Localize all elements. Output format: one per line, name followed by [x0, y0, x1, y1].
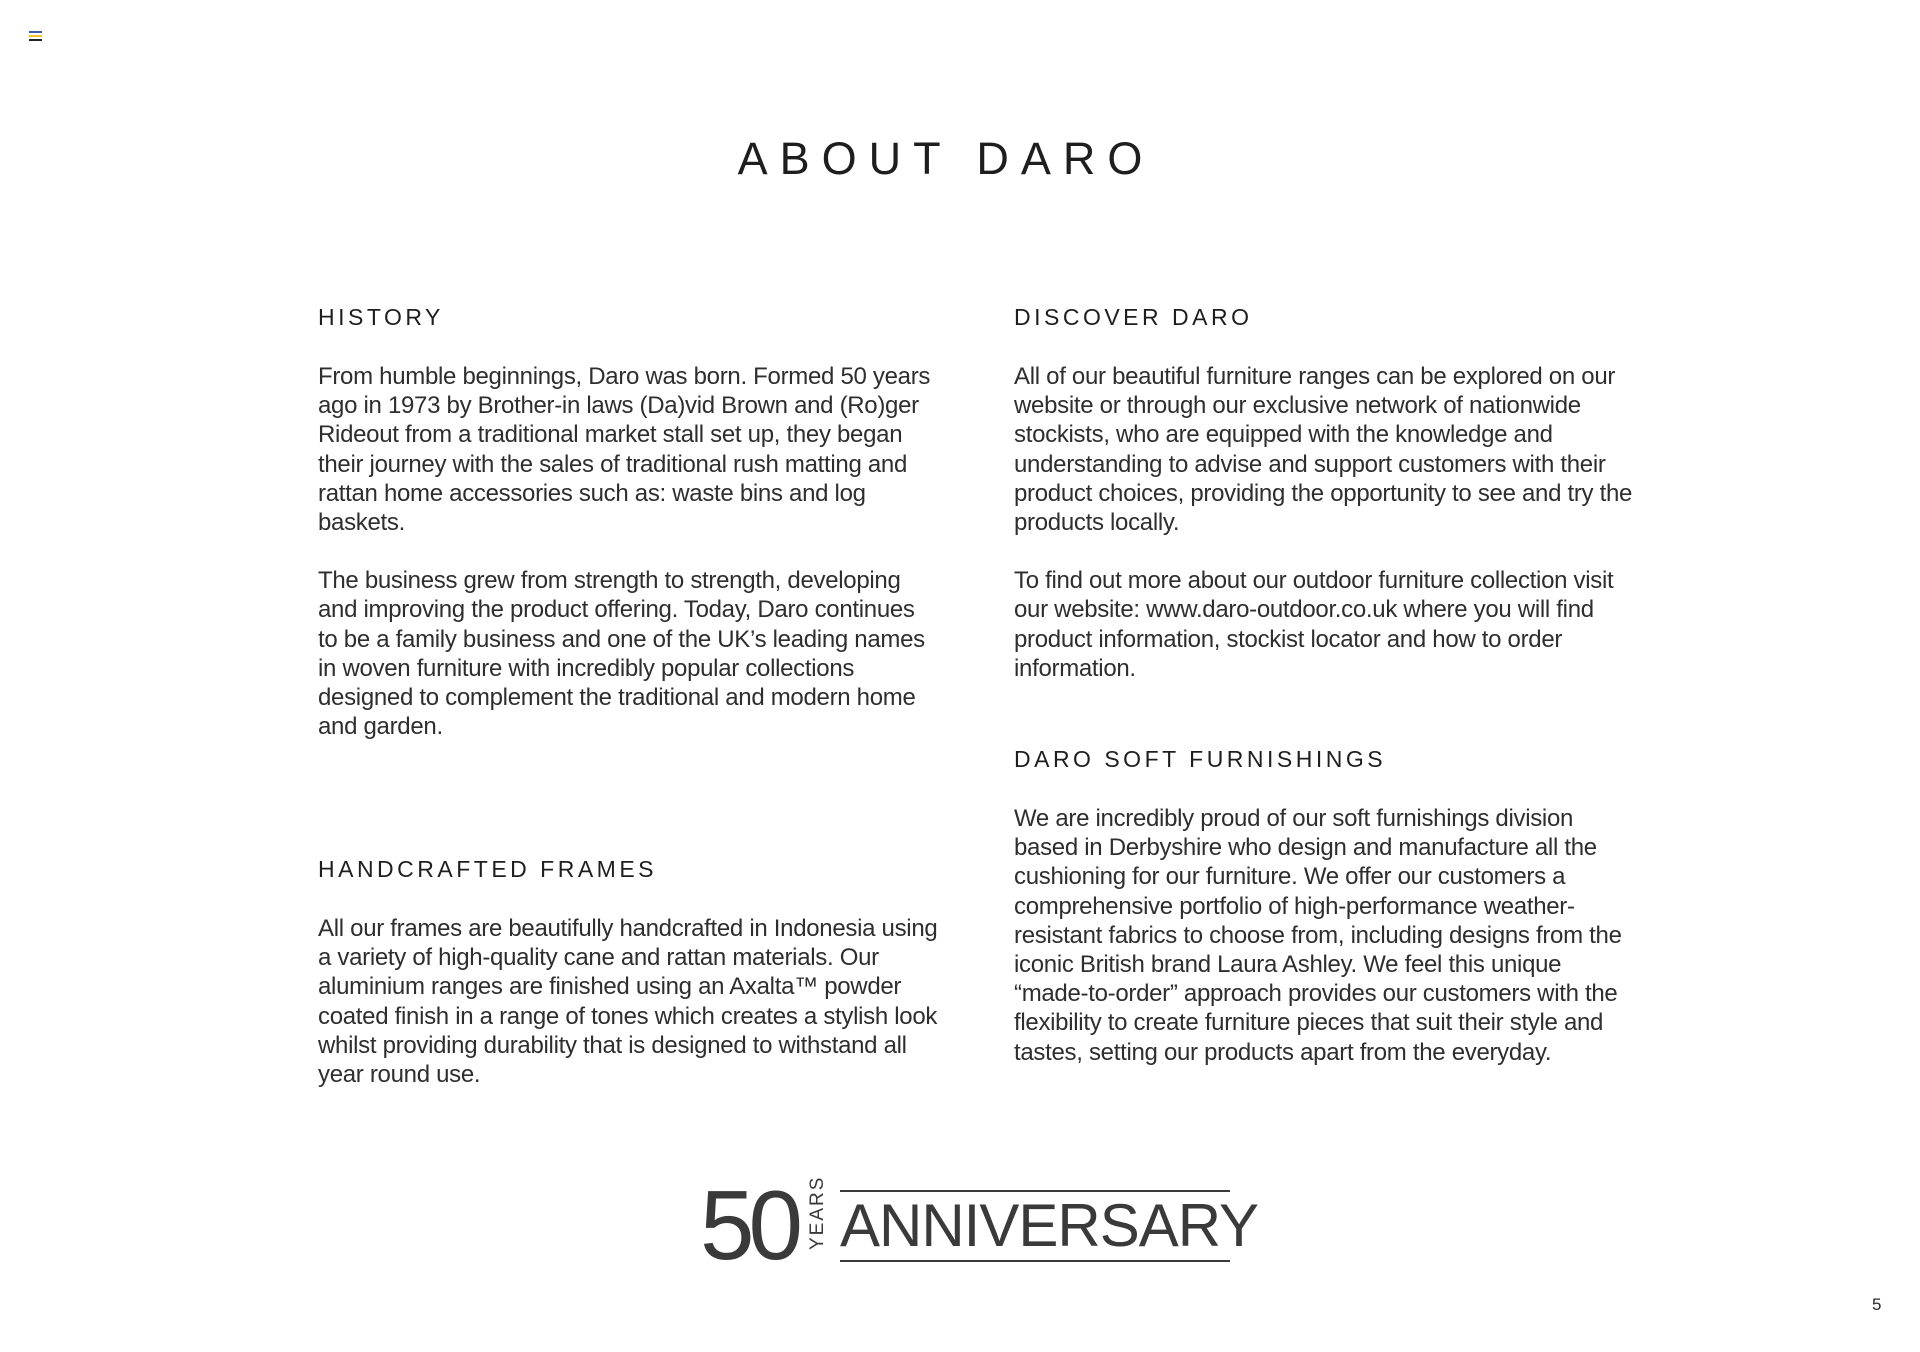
anniversary-logo: [700, 1170, 1259, 1280]
soft-paragraph-1: We are incredibly proud of our soft furnishings division based in Derbyshire who design and manufacture all the cushioning for our furniture. We offer our customers a comprehensive portfolio of high-performance weather-resistant fabrics to choose from, including designs from the iconic British brand Laura Ashley. We feel this unique “made-to-order” approach provides our customers with the flexibility to create furniture pieces that suit their style and tastes, setting our products apart from the everyday.: [1014, 805, 1622, 1066]
section-heading-discover: DISCOVER DARO: [1014, 304, 1253, 330]
anniversary-word: ANNIVERSARY: [840, 1190, 1230, 1262]
section-heading-history: HISTORY: [318, 304, 444, 330]
discover-paragraph-1: All of our beautiful furniture ranges can be explored on our website or through our exclusive network of nationwide stockists, who are equipped with the knowledge and understanding to advise and support customers with their product choices, providing the opportunity to see and try the products locally.: [1014, 363, 1633, 537]
section-heading-frames: HANDCRAFTED FRAMES: [318, 856, 658, 882]
menu-icon-bar-bottom: [29, 39, 42, 41]
history-paragraph-2: The business grew from strength to strength, developing and improving the product offering. Today, Daro continues to be a family business and one of the UK’s leading names in woven furniture with incredibly popular collections designed to complement the traditional and modern home and garden.: [318, 567, 925, 741]
menu-icon-bar-top: [29, 31, 42, 33]
section-discover-daro: [1014, 303, 1634, 712]
frames-paragraph-1: All our frames are beautifully handcrafted in Indonesia using a variety of high-quality cane and rattan materials. Our aluminium ranges are finished using an Axalta™ powder coated finish in a range of tones which creates a stylish look whilst providing durability that is designed to withstand all year round use.: [318, 915, 938, 1089]
history-paragraph-1: From humble beginnings, Daro was born. Formed 50 years ago in 1973 by Brother-in laws (Da)vid Brown and (Ro)ger Rideout from a traditional market stall set up, they began their journey with the sales of traditional rush matting and rattan home accessories such as: waste bins and log baskets.: [318, 363, 931, 537]
page-title: ABOUT DARO: [737, 133, 1155, 184]
discover-paragraph-2: To find out more about our outdoor furniture collection visit our website: www.daro-outdoor.co.uk where you will find product information, stockist locator and how to order information.: [1014, 567, 1614, 682]
page-number: 5: [1872, 1295, 1882, 1314]
menu-icon-bar-middle: [29, 35, 42, 37]
section-soft-furnishings: [1014, 745, 1634, 1096]
anniversary-years-label: YEARS: [807, 1175, 828, 1250]
section-handcrafted-frames: [318, 855, 938, 1118]
section-heading-soft: DARO SOFT FURNISHINGS: [1014, 746, 1387, 772]
anniversary-number: 50: [700, 1170, 798, 1280]
menu-icon[interactable]: [29, 31, 42, 42]
section-history: [318, 303, 938, 770]
